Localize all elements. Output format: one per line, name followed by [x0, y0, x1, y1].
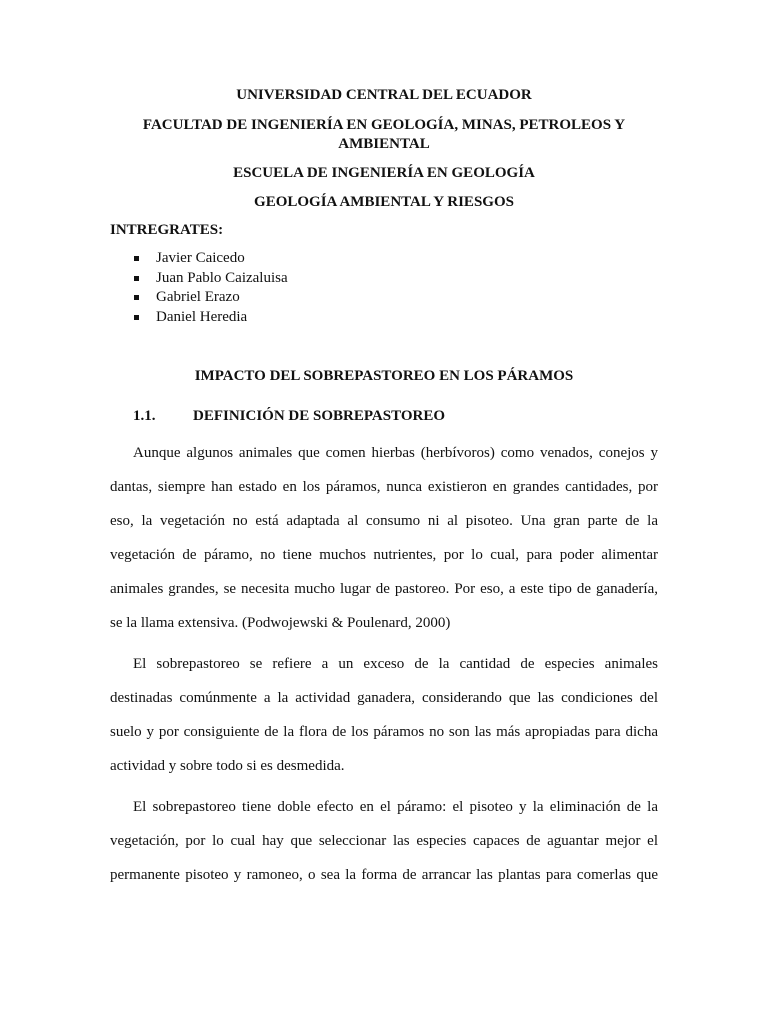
- paragraph-1: [110, 443, 658, 647]
- list-item: [133, 308, 288, 328]
- paragraph-line: vegetación de páramo, no tiene muchos nutrientes, por lo cual, para poder alimentar: [110, 547, 658, 563]
- list-item: [133, 269, 288, 289]
- paragraph-line: animales grandes, se necesita mucho lugar de pastoreo. Por eso, a este tipo de ganadería,: [110, 581, 658, 597]
- paragraph-line: suelo y por consiguiente de la flora de los páramos no son las más apropiadas para dicha: [110, 724, 658, 740]
- paragraph-line: eso, la vegetación no está adaptada al consumo ni al pisoteo. Una gran parte de la: [110, 513, 658, 529]
- member-name: Gabriel Erazo: [156, 289, 240, 306]
- paragraph-line: actividad y sobre todo si es desmedida.: [110, 758, 345, 774]
- paragraph-line: El sobrepastoreo se refiere a un exceso de la cantidad de especies animales: [133, 656, 658, 672]
- list-item: [133, 288, 288, 308]
- faculty-name: FACULTAD DE INGENIERÍA EN GEOLOGÍA, MINAS, PETROLEOS Y AMBIENTAL: [142, 117, 626, 152]
- square-bullet-icon: [134, 295, 139, 300]
- section-heading-text: DEFINICIÓN DE SOBREPASTOREO: [193, 408, 445, 424]
- member-name: Javier Caicedo: [156, 250, 245, 266]
- member-name: Daniel Heredia: [156, 309, 248, 326]
- paragraph-line: vegetación, por lo cual hay que seleccionar las especies capaces de aguantar mejor el: [110, 833, 658, 849]
- paragraph-line: permanente pisoteo y ramoneo, o sea la forma de arrancar las plantas para comerlas que: [110, 867, 658, 883]
- square-bullet-icon: [134, 276, 139, 281]
- member-name: Juan Pablo Caizaluisa: [156, 269, 288, 286]
- document-title: IMPACTO DEL SOBREPASTOREO EN LOS PÁRAMOS: [194, 368, 574, 384]
- university-name: UNIVERSIDAD CENTRAL DEL ECUADOR: [236, 87, 532, 103]
- paragraph-line: Aunque algunos animales que comen hierbas (herbívoros) como venados, conejos y: [133, 445, 658, 461]
- paragraph-line: destinadas comúnmente a la actividad ganadera, considerando que las condiciones del: [110, 690, 658, 706]
- paragraph-line: dantas, siempre han estado en los páramos, nunca existieron en grandes cantidades, por: [110, 479, 658, 495]
- course-name: GEOLOGÍA AMBIENTAL Y RIESGOS: [254, 194, 514, 210]
- school-name: ESCUELA DE INGENIERÍA EN GEOLOGÍA: [233, 165, 535, 181]
- paragraph-3: [110, 797, 658, 899]
- paragraph-line: se la llama extensiva. (Podwojewski & Poulenard, 2000): [110, 615, 451, 631]
- section-heading: [133, 408, 445, 425]
- paragraph-2: [110, 654, 658, 790]
- members-label: INTREGRATES:: [110, 222, 224, 238]
- paragraph-line: El sobrepastoreo tiene doble efecto en el páramo: el pisoteo y la eliminación de la: [133, 799, 658, 815]
- square-bullet-icon: [134, 315, 139, 320]
- list-item: [133, 249, 288, 269]
- square-bullet-icon: [134, 256, 139, 261]
- section-number: 1.1.: [133, 408, 156, 424]
- members-list: [133, 249, 288, 328]
